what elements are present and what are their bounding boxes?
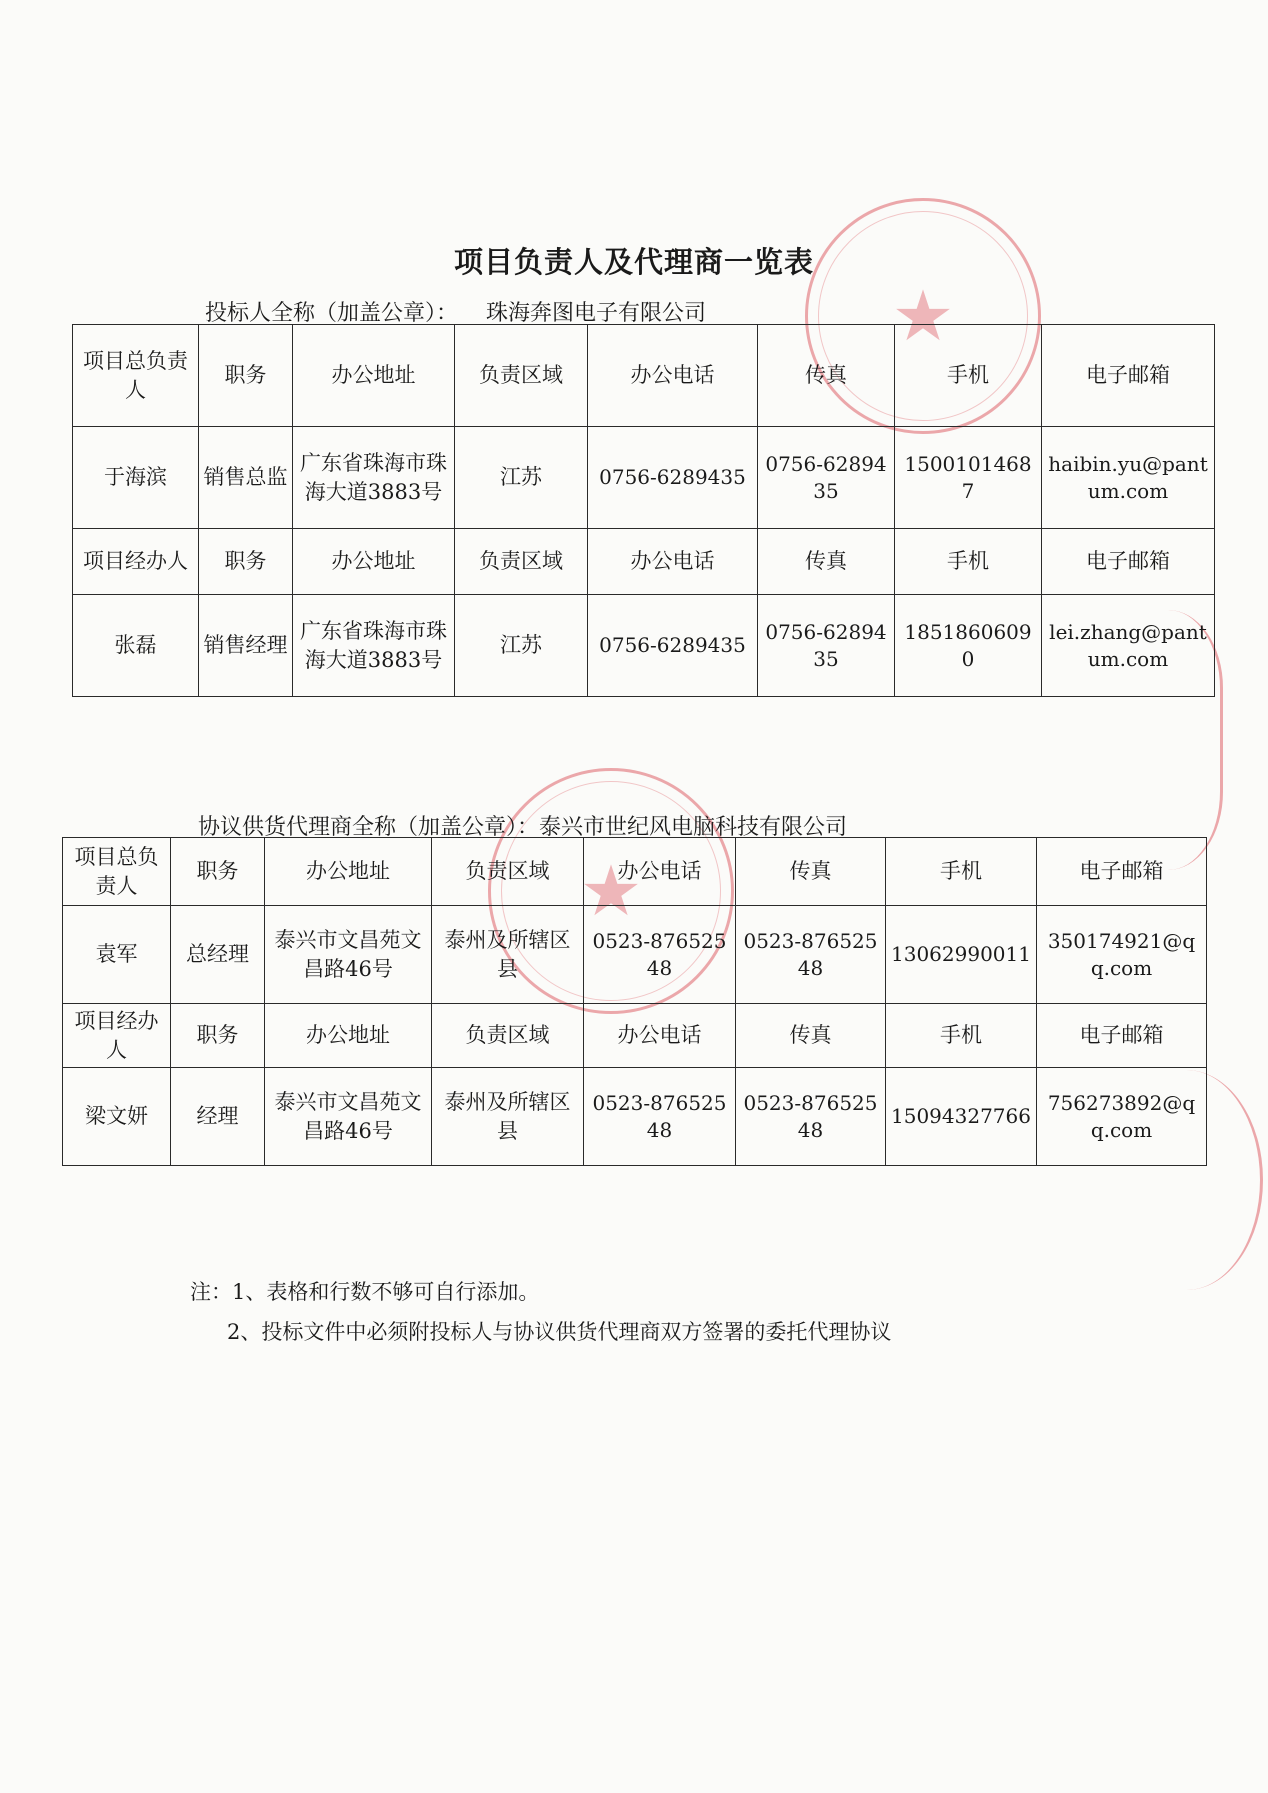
header-cell: 电子邮箱 bbox=[1037, 838, 1207, 906]
cell-region: 江苏 bbox=[455, 427, 588, 529]
header-cell: 传真 bbox=[758, 325, 895, 427]
cell-region: 江苏 bbox=[455, 595, 588, 697]
header-cell: 办公地址 bbox=[265, 838, 432, 906]
cell-office-phone: 0756-6289435 bbox=[588, 595, 758, 697]
cell-email: 350174921@qq.com bbox=[1037, 906, 1207, 1004]
agent-name: 泰兴市世纪风电脑科技有限公司 bbox=[539, 815, 848, 840]
header-cell: 电子邮箱 bbox=[1037, 1004, 1207, 1068]
bidder-contact-table bbox=[72, 324, 1215, 697]
table-row bbox=[63, 838, 1207, 906]
header-cell: 手机 bbox=[895, 325, 1042, 427]
header-cell: 项目总负责人 bbox=[63, 838, 171, 906]
cell-office-phone: 0523-87652548 bbox=[584, 1068, 736, 1166]
header-cell: 职务 bbox=[171, 838, 265, 906]
header-cell: 项目总负责人 bbox=[73, 325, 199, 427]
cell-name: 张磊 bbox=[73, 595, 199, 697]
header-cell: 职务 bbox=[199, 325, 293, 427]
header-cell: 传真 bbox=[758, 529, 895, 595]
cell-fax: 0756-6289435 bbox=[758, 427, 895, 529]
header-cell: 电子邮箱 bbox=[1042, 325, 1215, 427]
cell-office-phone: 0756-6289435 bbox=[588, 427, 758, 529]
header-cell: 传真 bbox=[736, 1004, 886, 1068]
cell-address: 广东省珠海市珠海大道3883号 bbox=[293, 427, 455, 529]
header-cell: 办公电话 bbox=[588, 325, 758, 427]
header-cell: 办公地址 bbox=[265, 1004, 432, 1068]
table-row bbox=[73, 325, 1215, 427]
cell-email: lei.zhang@pantum.com bbox=[1042, 595, 1215, 697]
table-row bbox=[73, 529, 1215, 595]
cell-address: 广东省珠海市珠海大道3883号 bbox=[293, 595, 455, 697]
cell-region: 泰州及所辖区县 bbox=[432, 906, 584, 1004]
agent-seal: ★ bbox=[488, 768, 734, 1014]
header-cell: 电子邮箱 bbox=[1042, 529, 1215, 595]
table-row bbox=[63, 1004, 1207, 1068]
cell-mobile: 18518606090 bbox=[895, 595, 1042, 697]
header-cell: 职务 bbox=[171, 1004, 265, 1068]
header-cell: 办公电话 bbox=[584, 838, 736, 906]
header-cell: 手机 bbox=[895, 529, 1042, 595]
bidder-line bbox=[205, 296, 706, 327]
bidder-seal: ★ bbox=[805, 198, 1041, 434]
document-title: 项目负责人及代理商一览表 bbox=[453, 245, 814, 279]
header-cell: 办公电话 bbox=[588, 529, 758, 595]
cell-title: 总经理 bbox=[171, 906, 265, 1004]
header-cell: 办公电话 bbox=[584, 1004, 736, 1068]
cell-title: 经理 bbox=[171, 1068, 265, 1166]
cell-fax: 0523-87652548 bbox=[736, 1068, 886, 1166]
bidder-name: 珠海奔图电子有限公司 bbox=[486, 301, 707, 326]
header-cell: 传真 bbox=[736, 838, 886, 906]
header-cell: 职务 bbox=[199, 529, 293, 595]
cell-title: 销售经理 bbox=[199, 595, 293, 697]
table-row bbox=[73, 427, 1215, 529]
cell-name: 梁文妍 bbox=[63, 1068, 171, 1166]
header-cell: 办公地址 bbox=[293, 529, 455, 595]
agent-label: 协议供货代理商全称（加盖公章）： bbox=[198, 815, 540, 840]
table-row bbox=[63, 1068, 1207, 1166]
note-line-2: 2、投标文件中必须附投标人与协议供货代理商双方签署的委托代理协议 bbox=[227, 1320, 892, 1344]
cell-mobile: 13062990011 bbox=[886, 906, 1037, 1004]
header-cell: 手机 bbox=[886, 838, 1037, 906]
header-cell: 负责区域 bbox=[455, 325, 588, 427]
cell-address: 泰兴市文昌苑文昌路46号 bbox=[265, 1068, 432, 1166]
table-row bbox=[73, 595, 1215, 697]
notes bbox=[190, 1272, 891, 1352]
note-line-1: 注：1、表格和行数不够可自行添加。 bbox=[190, 1280, 540, 1304]
cell-fax: 0523-87652548 bbox=[736, 906, 886, 1004]
cell-name: 于海滨 bbox=[73, 427, 199, 529]
header-cell: 负责区域 bbox=[432, 838, 584, 906]
cell-email: 756273892@qq.com bbox=[1037, 1068, 1207, 1166]
header-cell: 负责区域 bbox=[432, 1004, 584, 1068]
header-cell: 项目经办人 bbox=[63, 1004, 171, 1068]
cell-mobile: 15001014687 bbox=[895, 427, 1042, 529]
agent-contact-table bbox=[62, 837, 1207, 1166]
cell-title: 销售总监 bbox=[199, 427, 293, 529]
header-cell: 负责区域 bbox=[455, 529, 588, 595]
cell-address: 泰兴市文昌苑文昌路46号 bbox=[265, 906, 432, 1004]
cell-email: haibin.yu@pantum.com bbox=[1042, 427, 1215, 529]
cell-office-phone: 0523-87652548 bbox=[584, 906, 736, 1004]
cell-region: 泰州及所辖区县 bbox=[432, 1068, 584, 1166]
cell-name: 袁军 bbox=[63, 906, 171, 1004]
bidder-label: 投标人全称（加盖公章）： bbox=[205, 301, 459, 326]
header-cell: 项目经办人 bbox=[73, 529, 199, 595]
header-cell: 办公地址 bbox=[293, 325, 455, 427]
header-cell: 手机 bbox=[886, 1004, 1037, 1068]
cell-fax: 0756-6289435 bbox=[758, 595, 895, 697]
table-row bbox=[63, 906, 1207, 1004]
cell-mobile: 15094327766 bbox=[886, 1068, 1037, 1166]
